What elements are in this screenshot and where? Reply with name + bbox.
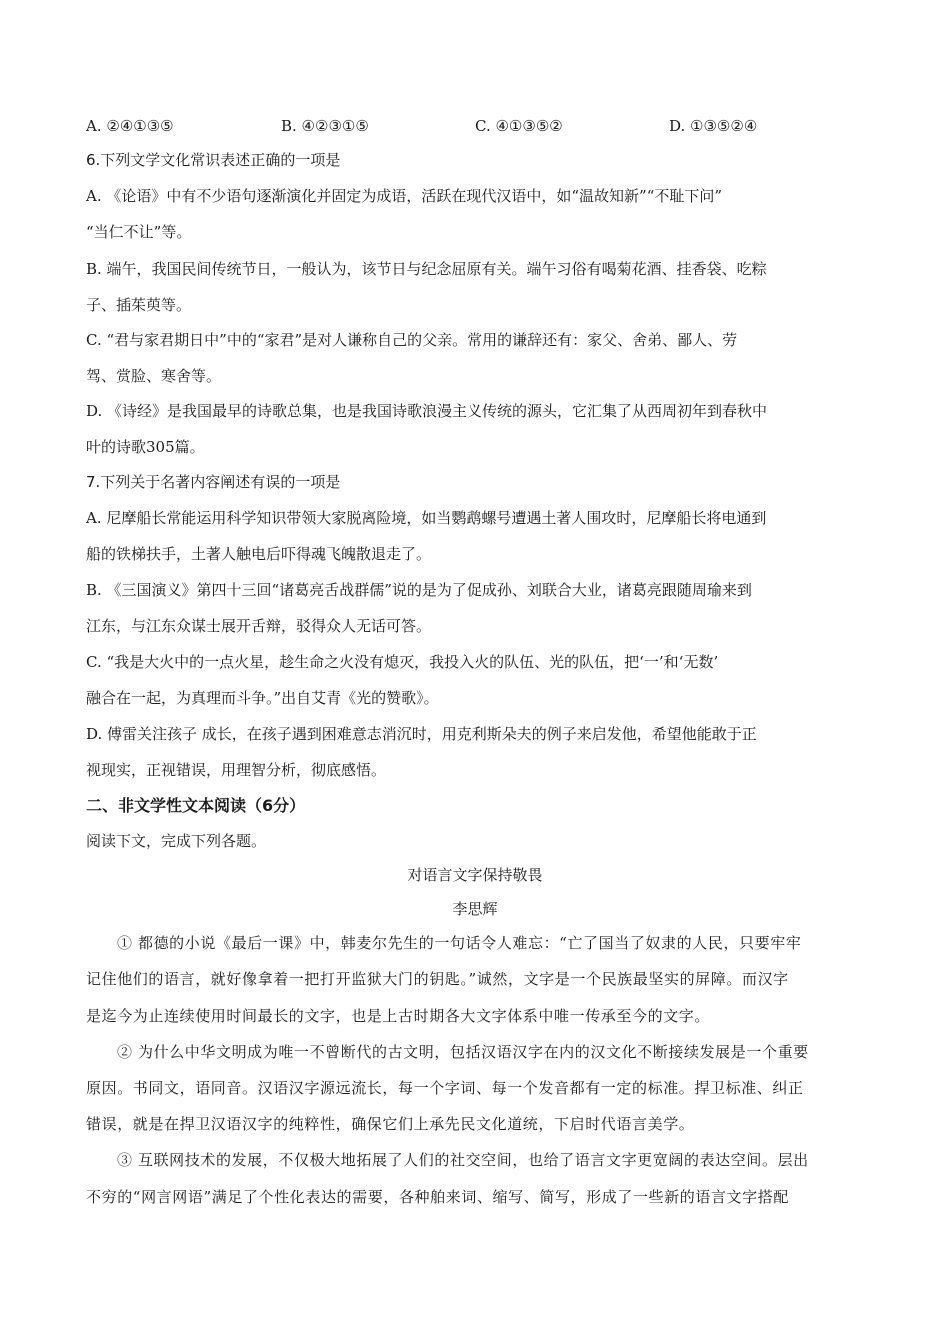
q6-stem: 6.下列文学文化常识表述正确的一项是 [86, 151, 341, 169]
article-title: 对语言文字保持敬畏 [407, 866, 543, 884]
q5-option-a: A. ②④①③⑤ [86, 117, 174, 135]
q6-line: “当仁不让”等。 [86, 223, 192, 241]
q5-option-b: B. ④②③①⑤ [281, 117, 369, 135]
article-paragraph-line: ② 为什么中华文明成为唯一不曾断代的古文明，包括汉语汉字在内的汉文化不断接续发展是一个重要 [117, 1043, 809, 1061]
section-instruction: 阅读下文，完成下列各题。 [86, 832, 267, 850]
article-paragraph-line: 错误，就是在捍卫汉语汉字的纯粹性，确保它们上承先民文化道统，下启时代语言美学。 [86, 1115, 695, 1133]
q7-line: 江东，与江东众谋士展开舌辩，驳得众人无话可答。 [86, 617, 432, 635]
article-paragraph-line: ① 都德的小说《最后一课》中，韩麦尔先生的一句话令人难忘：“亡了国当了奴隶的人民，只要牢牢 [117, 934, 802, 952]
q6-line: 叶的诗歌305篇。 [86, 438, 205, 456]
article-paragraph-line: 原因。书同文，语同音。汉语汉字源远流长，每一个字词、每一个发音都有一定的标准。捍卫标准、纠正 [86, 1079, 804, 1097]
q7-stem: 7.下列关于名著内容阐述有误的一项是 [86, 473, 341, 491]
q6-line: B. 端午，我国民间传统节日，一般认为，该节日与纪念屈原有关。端午习俗有喝菊花酒、挂香袋、吃粽 [86, 260, 767, 278]
q6-line: C. “君与家君期日中”中的“家君”是对人谦称自己的父亲。常用的谦辞还有：家父、舍弟、鄙人、劳 [86, 331, 738, 349]
q6-line: D. 《诗经》是我国最早的诗歌总集，也是我国诗歌浪漫主义传统的源头，它汇集了从西周初年到春秋中 [86, 402, 768, 420]
q5-option-d: D. ①③⑤②④ [669, 117, 758, 135]
article-paragraph-line: 是迄今为止连续使用时间最长的文字，也是上古时期各大文字体系中唯一传承至今的文字。 [86, 1007, 711, 1025]
q7-line: 融合在一起，为真理而斗争。”出自艾青《光的赞歌》。 [86, 689, 439, 707]
article-author: 李思辉 [452, 900, 498, 918]
q7-line: 视现实，正视错误，用理智分析，彻底感悟。 [86, 761, 387, 779]
q5-option-c: C. ④①③⑤② [475, 117, 563, 135]
q6-line: A. 《论语》中有不少语句逐渐演化并固定为成语，活跃在现代汉语中，如“温故知新”“不耻下问” [86, 187, 723, 205]
article-paragraph-line: 记住他们的语言，就好像拿着一把打开监狱大门的钥匙。”诚然，文字是一个民族最坚实的屏障。而汉字 [86, 970, 789, 988]
section-heading: 二、非文学性文本阅读（6分） [86, 796, 306, 815]
q7-line: D. 傅雷关注孩子 成长，在孩子遇到困难意志消沉时，用克利斯朵夫的例子来启发他，希望他能敢于正 [86, 725, 757, 743]
article-paragraph-line: ③ 互联网技术的发展，不仅极大地拓展了人们的社交空间，也给了语言文字更宽阔的表达空间。层出 [117, 1151, 809, 1169]
q6-line: 驾、赏脸、寒舍等。 [86, 367, 222, 385]
q7-line: B. 《三国演义》第四十三回“诸葛亮舌战群儒”说的是为了促成孙、刘联合大业，诸葛亮跟随周瑜来到 [86, 581, 752, 599]
q7-line: A. 尼摩船长常能运用科学知识带领大家脱离险境，如当鹦鹉螺号遭遇土著人围攻时，尼摩船长将电通到 [86, 509, 767, 527]
q7-line: 船的铁梯扶手，土著人触电后吓得魂飞魄散退走了。 [86, 545, 432, 563]
q6-line: 子、插茱萸等。 [86, 296, 192, 314]
q7-line: C. “我是大火中的一点火星，趁生命之火没有熄灭，我投入火的队伍、光的队伍，把‘一’和‘无数’ [86, 653, 719, 671]
article-paragraph-line: 不穷的“网言网语”满足了个性化表达的需要，各种舶来词、缩写、简写，形成了一些新的语言文字搭配 [86, 1188, 789, 1206]
